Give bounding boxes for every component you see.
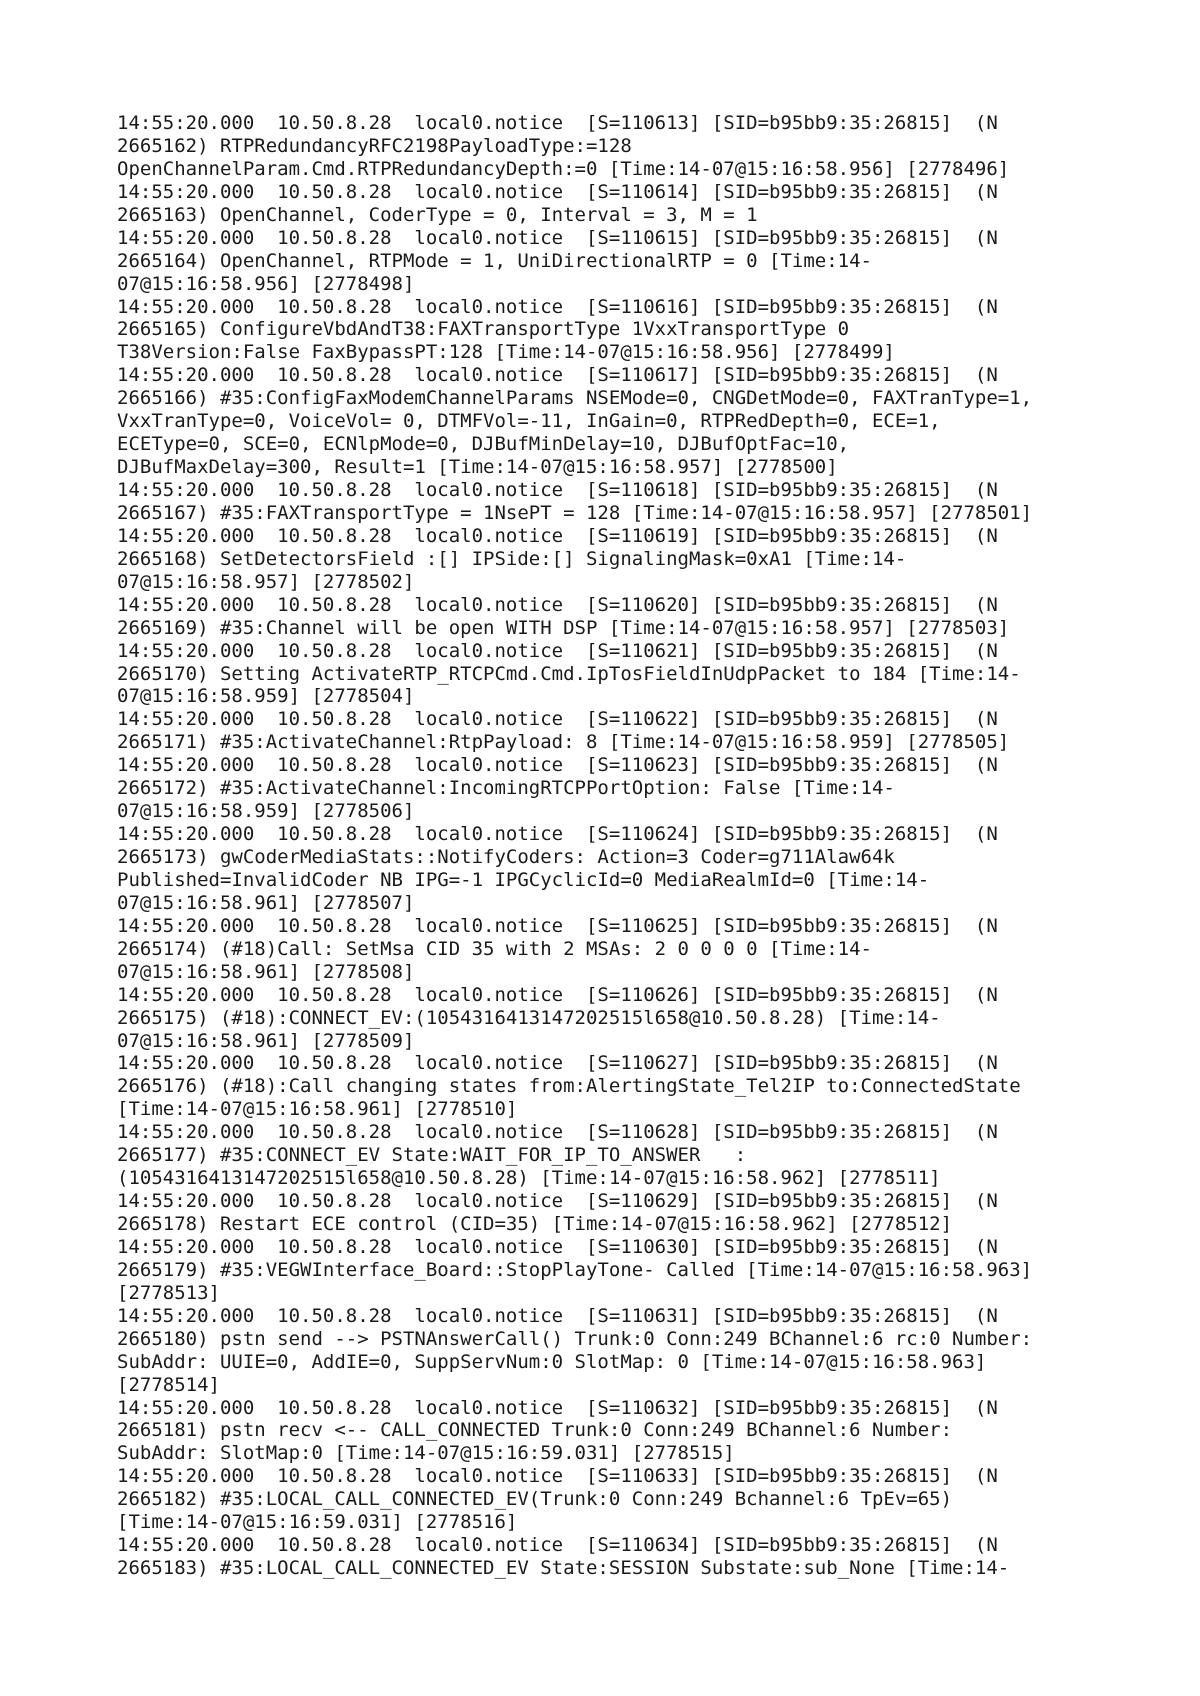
log-line: (1054316413147202515l658@10.50.8.28) [Time:14-07@15:16:58.962] [2778511] [117,1167,941,1190]
log-line: 14:55:20.000 10.50.8.28 local0.notice [S=110622] [SID=b95bb9:35:26815] (N [117,708,998,731]
log-line: 07@15:16:58.961] [2778507] [117,891,415,914]
log-line: 14:55:20.000 10.50.8.28 local0.notice [S=110620] [SID=b95bb9:35:26815] (N [117,593,998,616]
log-line: 14:55:20.000 10.50.8.28 local0.notice [S=110615] [SID=b95bb9:35:26815] (N [117,226,998,249]
log-line: 14:55:20.000 10.50.8.28 local0.notice [S=110617] [SID=b95bb9:35:26815] (N [117,364,998,387]
log-line: 14:55:20.000 10.50.8.28 local0.notice [S=110627] [SID=b95bb9:35:26815] (N [117,1052,998,1075]
log-line: 07@15:16:58.961] [2778509] [117,1029,415,1052]
log-text-body [117,112,1117,1580]
log-line: 2665180) pstn send --> PSTNAnswerCall() Trunk:0 Conn:249 BChannel:6 rc:0 Number: [117,1327,1033,1350]
log-line: 14:55:20.000 10.50.8.28 local0.notice [S=110614] [SID=b95bb9:35:26815] (N [117,180,998,203]
log-line: VxxTranType=0, VoiceVol= 0, DTMFVol=-11, InGain=0, RTPRedDepth=0, ECE=1, [117,410,941,433]
log-line: [Time:14-07@15:16:59.031] [2778516] [117,1511,518,1534]
log-line: 14:55:20.000 10.50.8.28 local0.notice [S=110624] [SID=b95bb9:35:26815] (N [117,823,998,846]
log-line: Published=InvalidCoder NB IPG=-1 IPGCyclicId=0 MediaRealmId=0 [Time:14- [117,868,930,891]
log-line: 07@15:16:58.961] [2778508] [117,960,415,983]
log-line: 07@15:16:58.959] [2778506] [117,800,415,823]
log-line: [2778514] [117,1373,220,1396]
log-line: 2665164) OpenChannel, RTPMode = 1, UniDirectionalRTP = 0 [Time:14- [117,249,872,272]
log-line: 14:55:20.000 10.50.8.28 local0.notice [S=110619] [SID=b95bb9:35:26815] (N [117,524,998,547]
log-line: 2665176) (#18):Call changing states from:AlertingState_Tel2IP to:ConnectedState [117,1075,1021,1098]
log-line: T38Version:False FaxBypassPT:128 [Time:14-07@15:16:58.956] [2778499] [117,341,895,364]
log-line: [Time:14-07@15:16:58.961] [2778510] [117,1098,518,1121]
log-line: ECEType=0, SCE=0, ECNlpMode=0, DJBufMinDelay=10, DJBufOptFac=10, [117,433,850,456]
log-line: 2665162) RTPRedundancyRFC2198PayloadType:=128 [117,134,632,157]
log-line: 2665165) ConfigureVbdAndT38:FAXTransportType 1VxxTransportType 0 [117,318,850,341]
log-line: 14:55:20.000 10.50.8.28 local0.notice [S=110623] [SID=b95bb9:35:26815] (N [117,754,998,777]
log-line: 14:55:20.000 10.50.8.28 local0.notice [S=110631] [SID=b95bb9:35:26815] (N [117,1304,998,1327]
log-line: 2665177) #35:CONNECT_EV State:WAIT_FOR_IP_TO_ANSWER : [117,1144,747,1167]
log-line: 14:55:20.000 10.50.8.28 local0.notice [S=110626] [SID=b95bb9:35:26815] (N [117,983,998,1006]
log-line: 2665173) gwCoderMediaStats::NotifyCoders: Action=3 Coder=g711Alaw64k [117,846,895,868]
log-line: OpenChannelParam.Cmd.RTPRedundancyDepth:=0 [Time:14-07@15:16:58.956] [2778496] [117,157,1010,180]
log-line: 2665182) #35:LOCAL_CALL_CONNECTED_EV(Trunk:0 Conn:249 Bchannel:6 TpEv=65) [117,1488,953,1511]
log-line: 07@15:16:58.956] [2778498] [117,272,415,295]
log-line: DJBufMaxDelay=300, Result=1 [Time:14-07@15:16:58.957] [2778500] [117,456,838,479]
log-line: 2665174) (#18)Call: SetMsa CID 35 with 2 MSAs: 2 0 0 0 0 [Time:14- [117,937,872,960]
log-line: 2665179) #35:VEGWInterface_Board::StopPlayTone- Called [Time:14-07@15:16:58.963] [117,1258,1033,1281]
log-line: 2665168) SetDetectorsField :[] IPSide:[] SignalingMask=0xA1 [Time:14- [117,547,907,570]
log-line: 14:55:20.000 10.50.8.28 local0.notice [S=110632] [SID=b95bb9:35:26815] (N [117,1396,998,1419]
log-line: 2665170) Setting ActivateRTP_RTCPCmd.Cmd.IpTosFieldInUdpPacket to 184 [Time:14- [117,662,1021,685]
log-line: 07@15:16:58.957] [2778502] [117,570,415,593]
log-line: 14:55:20.000 10.50.8.28 local0.notice [S=110613] [SID=b95bb9:35:26815] (N [117,112,998,134]
log-line: 14:55:20.000 10.50.8.28 local0.notice [S=110633] [SID=b95bb9:35:26815] (N [117,1465,998,1488]
log-line: 2665175) (#18):CONNECT_EV:(1054316413147202515l658@10.50.8.28) [Time:14- [117,1006,941,1029]
log-line: 14:55:20.000 10.50.8.28 local0.notice [S=110628] [SID=b95bb9:35:26815] (N [117,1121,998,1144]
log-line: 14:55:20.000 10.50.8.28 local0.notice [S=110618] [SID=b95bb9:35:26815] (N [117,479,998,501]
log-line: 2665171) #35:ActivateChannel:RtpPayload: 8 [Time:14-07@15:16:58.959] [2778505] [117,731,1010,754]
log-line: [2778513] [117,1281,220,1304]
log-line: 2665172) #35:ActivateChannel:IncomingRTCPPortOption: False [Time:14- [117,777,895,800]
log-line: 07@15:16:58.959] [2778504] [117,685,415,708]
log-line: 2665169) #35:Channel will be open WITH DSP [Time:14-07@15:16:58.957] [2778503] [117,616,1010,639]
log-line: SubAddr: UUIE=0, AddIE=0, SuppServNum:0 SlotMap: 0 [Time:14-07@15:16:58.963] [117,1350,987,1373]
log-line: 2665166) #35:ConfigFaxModemChannelParams NSEMode=0, CNGDetMode=0, FAXTranType=1, [117,387,1033,410]
log-line: 14:55:20.000 10.50.8.28 local0.notice [S=110616] [SID=b95bb9:35:26815] (N [117,295,998,318]
log-line: 2665181) pstn recv <-- CALL_CONNECTED Trunk:0 Conn:249 BChannel:6 Number: [117,1419,953,1442]
log-line: 2665167) #35:FAXTransportType = 1NsePT = 128 [Time:14-07@15:16:58.957] [2778501] [117,501,1033,524]
log-line: 2665183) #35:LOCAL_CALL_CONNECTED_EV State:SESSION Substate:sub_None [Time:14- [117,1557,1010,1580]
log-line: SubAddr: SlotMap:0 [Time:14-07@15:16:59.031] [2778515] [117,1442,735,1465]
log-line: 14:55:20.000 10.50.8.28 local0.notice [S=110634] [SID=b95bb9:35:26815] (N [117,1534,998,1557]
log-line: 2665163) OpenChannel, CoderType = 0, Interval = 3, M = 1 [117,203,758,226]
log-line: 14:55:20.000 10.50.8.28 local0.notice [S=110621] [SID=b95bb9:35:26815] (N [117,639,998,662]
log-line: 14:55:20.000 10.50.8.28 local0.notice [S=110629] [SID=b95bb9:35:26815] (N [117,1190,998,1213]
log-line: 14:55:20.000 10.50.8.28 local0.notice [S=110630] [SID=b95bb9:35:26815] (N [117,1235,998,1258]
log-line: 2665178) Restart ECE control (CID=35) [Time:14-07@15:16:58.962] [2778512] [117,1213,953,1235]
log-line: 14:55:20.000 10.50.8.28 local0.notice [S=110625] [SID=b95bb9:35:26815] (N [117,914,998,937]
